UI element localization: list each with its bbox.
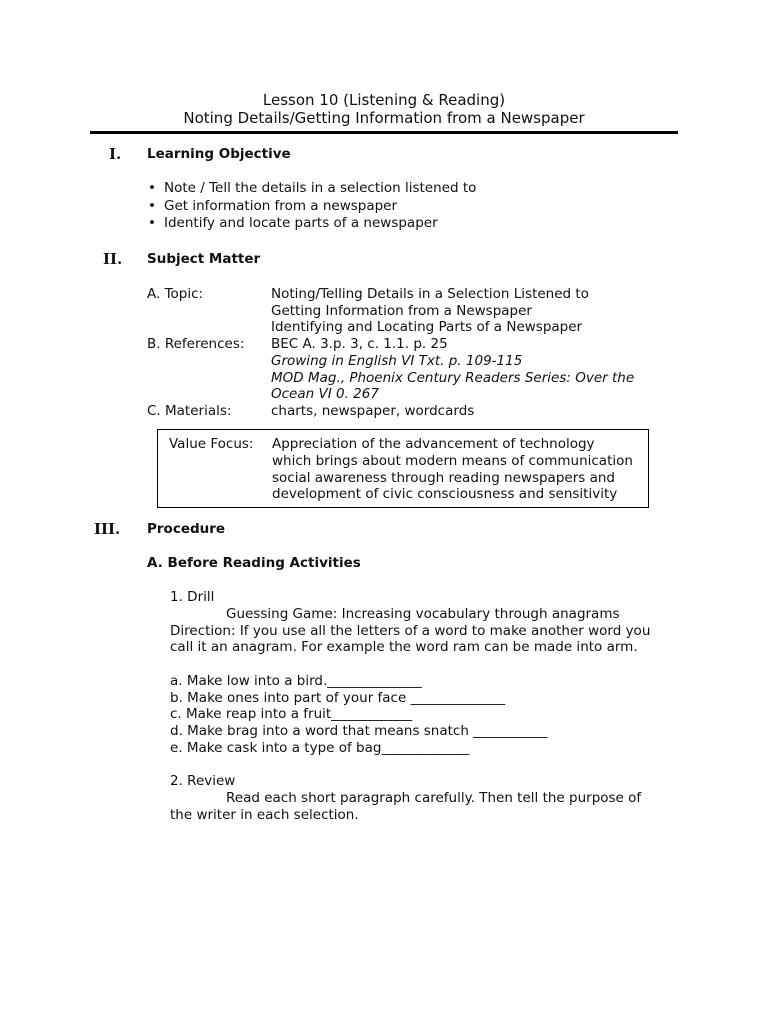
section-1-title: Learning Objective xyxy=(147,146,291,162)
topic-label: A. Topic: xyxy=(147,286,204,302)
section-2-title: Subject Matter xyxy=(147,251,261,267)
materials-value: charts, newspaper, wordcards xyxy=(271,403,475,419)
anagram-item: e. Make cask into a type of bag_____________ xyxy=(170,740,470,756)
anagram-item: d. Make brag into a word that means snatch ___________ xyxy=(170,723,548,739)
lesson-subtitle: Noting Details/Getting Information from a Newspaper xyxy=(183,109,585,127)
drill-subtitle: Guessing Game: Increasing vocabulary through anagrams xyxy=(226,606,620,622)
review-title: 2. Review xyxy=(170,773,236,789)
materials-label: C. Materials: xyxy=(147,403,232,419)
drill-title: 1. Drill xyxy=(170,589,215,605)
anagram-item: b. Make ones into part of your face ______________ xyxy=(170,690,506,706)
review-line: the writer in each selection. xyxy=(170,807,359,823)
reference-line: BEC A. 3.p. 3, c. 1.1. p. 25 xyxy=(271,336,448,352)
anagram-item: a. Make low into a bird.______________ xyxy=(170,673,422,689)
value-focus-line: which brings about modern means of communication xyxy=(272,453,633,469)
section-1-number: I. xyxy=(109,145,122,163)
section-3-title: Procedure xyxy=(147,521,226,537)
value-focus-label: Value Focus: xyxy=(169,436,254,452)
section-3-number: III. xyxy=(94,520,121,538)
objective-bullet: • Identify and locate parts of a newspaper xyxy=(164,215,438,231)
before-reading-heading: A. Before Reading Activities xyxy=(147,555,361,571)
value-focus-line: social awareness through reading newspapers and xyxy=(272,470,615,486)
objective-bullet: • Note / Tell the details in a selection listened to xyxy=(164,180,476,196)
direction-line: Direction: If you use all the letters of a word to make another word you xyxy=(170,623,651,639)
topic-line: Identifying and Locating Parts of a Newspaper xyxy=(271,319,583,335)
reference-line: Ocean VI 0. 267 xyxy=(271,386,379,402)
objective-bullet: • Get information from a newspaper xyxy=(164,198,397,214)
references-label: B. References: xyxy=(147,336,245,352)
anagram-item: c. Make reap into a fruit____________ xyxy=(170,706,413,722)
value-focus-line: development of civic consciousness and sensitivity xyxy=(272,486,618,502)
value-focus-line: Appreciation of the advancement of technology xyxy=(272,436,595,452)
direction-line: call it an anagram. For example the word ram can be made into arm. xyxy=(170,639,638,655)
review-line: Read each short paragraph carefully. Then tell the purpose of xyxy=(226,790,642,806)
section-2-number: II. xyxy=(103,250,123,268)
reference-line: Growing in English VI Txt. p. 109-115 xyxy=(271,353,523,369)
lesson-title: Lesson 10 (Listening & Reading) xyxy=(262,91,506,109)
reference-line: MOD Mag., Phoenix Century Readers Series: Over the xyxy=(271,370,635,386)
topic-line: Getting Information from a Newspaper xyxy=(271,303,532,319)
topic-line: Noting/Telling Details in a Selection Listened to xyxy=(271,286,589,302)
title-divider xyxy=(90,131,678,134)
